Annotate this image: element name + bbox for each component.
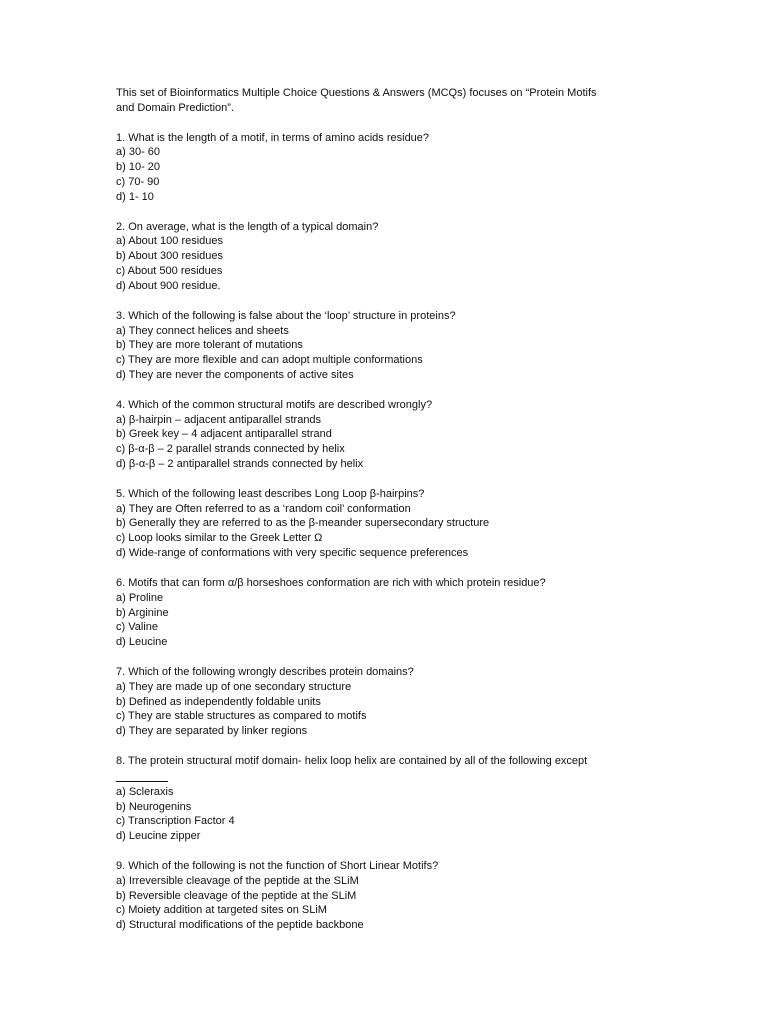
answer-option: d) Leucine xyxy=(116,636,168,649)
question-text: 6. Motifs that can form α/β horseshoes conformation are rich with which protein residue? xyxy=(116,576,546,589)
answer-option: b) 10- 20 xyxy=(116,161,161,174)
answer-option: b) Neurogenins xyxy=(116,800,192,813)
answer-option: b) Arginine xyxy=(116,606,169,619)
answer-option: c) Transcription Factor 4 xyxy=(116,815,235,828)
answer-option: c) 70- 90 xyxy=(116,176,160,189)
question-block xyxy=(116,665,656,739)
question-text: 9. Which of the following is not the function of Short Linear Motifs? xyxy=(116,859,439,872)
question-text: 8. The protein structural motif domain- helix loop helix are contained by all of the following except xyxy=(116,754,588,767)
intro-line-2: and Domain Prediction”. xyxy=(116,101,235,114)
answer-option: a) Scleraxis xyxy=(116,785,174,798)
spacer xyxy=(116,650,656,665)
question-text: 1. What is the length of a motif, in terms of amino acids residue? xyxy=(116,131,430,144)
answer-option: d) Wide-range of conformations with very specific sequence preferences xyxy=(116,547,469,560)
question-text: 7. Which of the following wrongly describes protein domains? xyxy=(116,665,414,678)
answer-option: d) They are separated by linker regions xyxy=(116,725,308,738)
spacer xyxy=(116,294,656,309)
spacer xyxy=(116,205,656,220)
question-block xyxy=(116,487,656,561)
question-block xyxy=(116,309,656,383)
question-block xyxy=(116,131,656,205)
answer-option: d) Leucine zipper xyxy=(116,830,201,843)
question-text: 2. On average, what is the length of a typical domain? xyxy=(116,220,379,233)
answer-option: a) Irreversible cleavage of the peptide at the SLiM xyxy=(116,874,359,887)
answer-option: a) β-hairpin – adjacent antiparallel strands xyxy=(116,413,322,426)
intro-line-1: This set of Bioinformatics Multiple Choice Questions & Answers (MCQs) focuses on “Protein Motifs xyxy=(116,87,597,99)
answer-option: c) β-α-β – 2 parallel strands connected by helix xyxy=(116,443,345,456)
question-block xyxy=(116,859,656,933)
answer-option: a) They are Often referred to as a ‘random coil’ conformation xyxy=(116,502,411,515)
answer-option: c) About 500 residues xyxy=(116,265,223,278)
spacer xyxy=(116,844,656,859)
answer-option: a) 30- 60 xyxy=(116,146,161,159)
answer-option: b) Defined as independently foldable units xyxy=(116,695,321,708)
question-text: 3. Which of the following is false about the ‘loop’ structure in proteins? xyxy=(116,309,456,322)
answer-option: d) About 900 residue. xyxy=(116,279,221,292)
answer-option: c) Valine xyxy=(116,621,158,634)
answer-option: a) They are made up of one secondary structure xyxy=(116,680,352,693)
answer-option: b) Generally they are referred to as the β-meander supersecondary structure xyxy=(116,517,490,530)
question-list xyxy=(116,116,656,933)
answer-option: a) Proline xyxy=(116,591,164,604)
question-block xyxy=(116,398,656,472)
question-text: 5. Which of the following least describes Long Loop β-hairpins? xyxy=(116,487,425,500)
answer-option: c) They are stable structures as compared to motifs xyxy=(116,710,367,723)
answer-option: c) Loop looks similar to the Greek Letter Ω xyxy=(116,532,323,545)
spacer xyxy=(116,561,656,576)
answer-blank-line xyxy=(116,769,168,782)
answer-option: d) 1- 10 xyxy=(116,190,154,203)
answer-option: a) About 100 residues xyxy=(116,235,224,248)
spacer xyxy=(116,472,656,487)
answer-option: c) They are more flexible and can adopt multiple conformations xyxy=(116,354,423,367)
spacer xyxy=(116,116,656,131)
answer-option: d) Structural modifications of the peptide backbone xyxy=(116,919,364,932)
answer-option: a) They connect helices and sheets xyxy=(116,324,289,337)
answer-option: b) Greek key – 4 adjacent antiparallel strand xyxy=(116,428,332,441)
answer-option: b) They are more tolerant of mutations xyxy=(116,339,303,352)
spacer xyxy=(116,383,656,398)
intro-paragraph xyxy=(116,86,656,116)
answer-option: d) β-α-β – 2 antiparallel strands connected by helix xyxy=(116,458,364,471)
answer-option: d) They are never the components of active sites xyxy=(116,369,354,382)
question-block xyxy=(116,576,656,650)
answer-option: b) About 300 residues xyxy=(116,250,224,263)
document-page xyxy=(116,86,656,933)
question-block xyxy=(116,754,656,844)
spacer xyxy=(116,739,656,754)
question-block xyxy=(116,220,656,294)
answer-option: b) Reversible cleavage of the peptide at the SLiM xyxy=(116,889,357,902)
question-text: 4. Which of the common structural motifs are described wrongly? xyxy=(116,398,433,411)
answer-option: c) Moiety addition at targeted sites on SLiM xyxy=(116,904,327,917)
